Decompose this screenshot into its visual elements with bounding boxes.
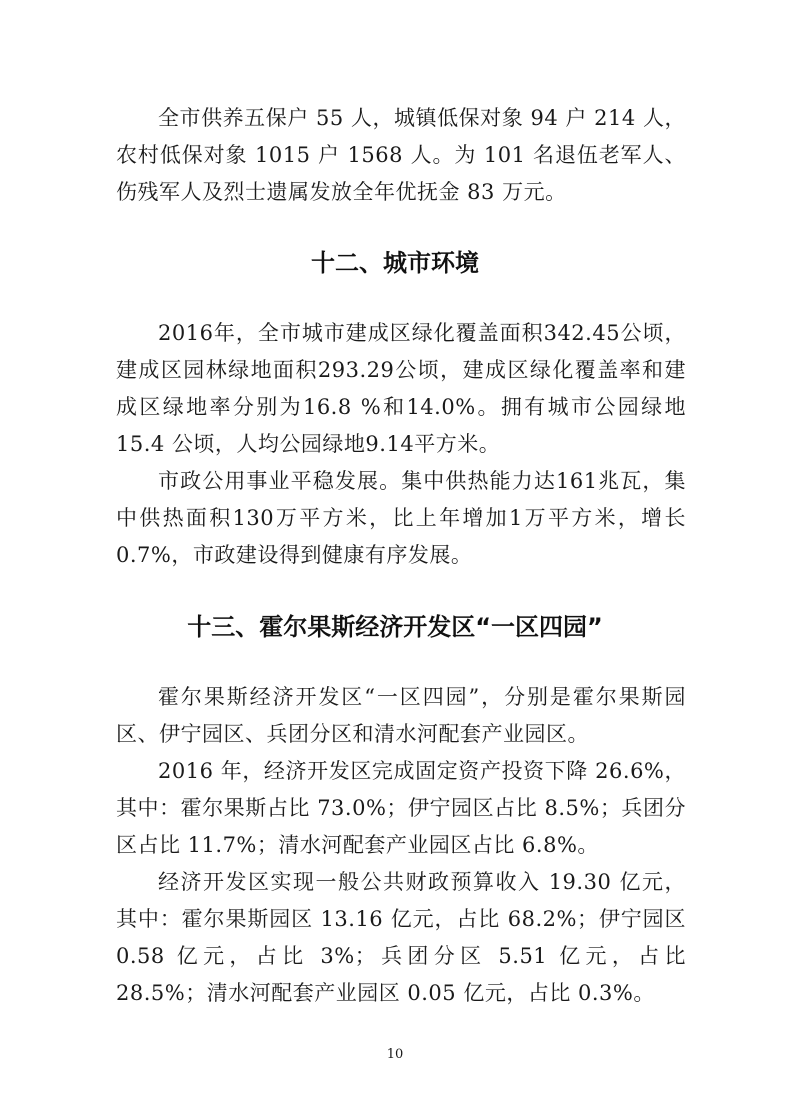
paragraph-fixed-asset-investment: 2016 年，经济开发区完成固定资产投资下降 26.6%，其中：霍尔果斯占比 73.0%；伊宁园区占比 8.5%；兵团分区占比 11.7%；清水河配套产业园区占比 6.8%。: [116, 759, 686, 857]
section-12-title: 十二、城市环境: [311, 249, 479, 277]
page-number: 10: [386, 1047, 404, 1062]
paragraph-fiscal-revenue: 经济开发区实现一般公共财政预算收入 19.30 亿元，其中：霍尔果斯园区 13.16 亿元，占比 68.2%；伊宁园区 0.58 亿元，占比 3%；兵团分区 5.51 亿元，占比 28.5%；清水河配套产业园区 0.05 亿元，占比 0.3%。: [116, 870, 686, 1005]
paragraph-municipal-heating: 市政公用事业平稳发展。集中供热能力达161兆瓦，集中供热面积130万平方米，比上年增加1万平方米，增长0.7%，市政建设得到健康有序发展。: [116, 469, 686, 567]
paragraph-greening: 2016年，全市城市建成区绿化覆盖面积342.45公顷，建成区园林绿地面积293.29公顷，建成区绿化覆盖率和建成区绿地率分别为16.8 %和14.0%。拥有城市公园绿地 15.4 公顷，人均公园绿地9.14平方米。: [116, 321, 686, 456]
paragraph-social-welfare: 全市供养五保户 55 人，城镇低保对象 94 户 214 人，农村低保对象 1015 户 1568 人。为 101 名退伍老军人、伤残军人及烈士遗属发放全年优抚金 83 万元。: [116, 106, 686, 204]
section-13-title: 十三、霍尔果斯经济开发区“一区四园”: [187, 613, 603, 641]
paragraph-development-zone-parks: 霍尔果斯经济开发区“一区四园”，分别是霍尔果斯园区、伊宁园区、兵团分区和清水河配套产业园区。: [116, 685, 686, 746]
